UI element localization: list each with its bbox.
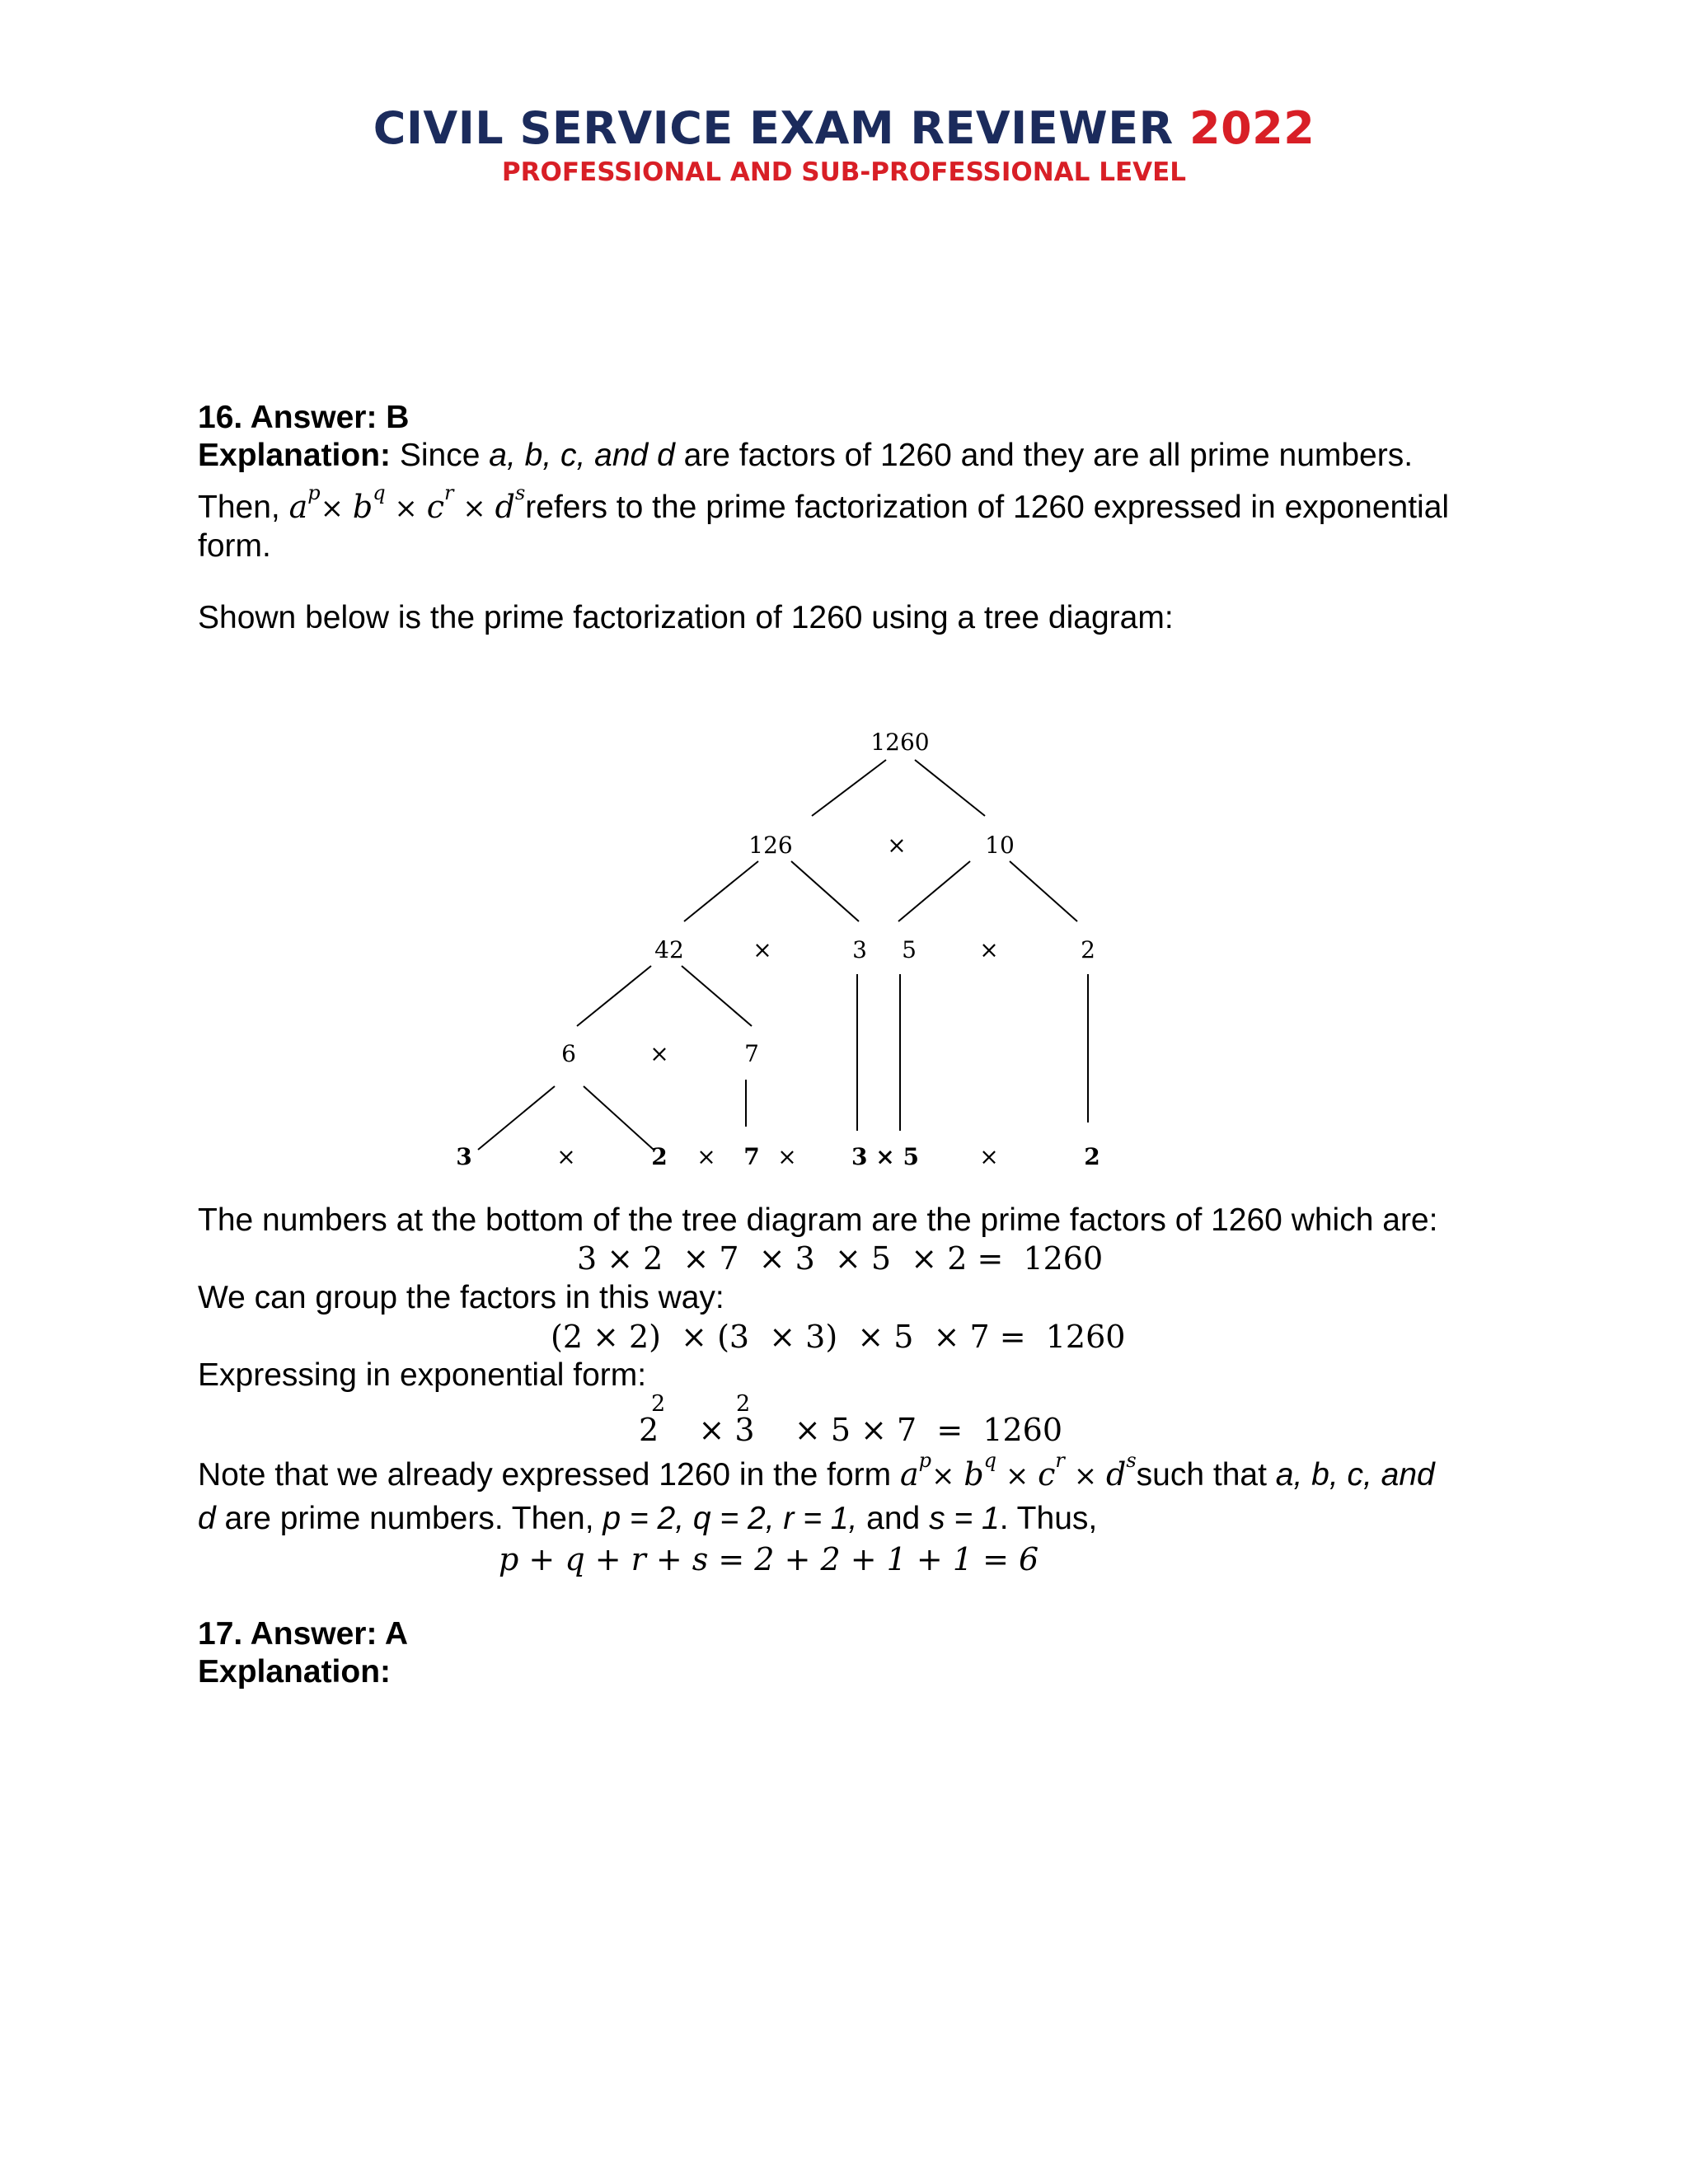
tree-node-42: 42 (654, 936, 684, 963)
q17-explanation-label: Explanation: (198, 1654, 392, 1690)
tree-node-10: 10 (985, 832, 1015, 859)
tree-node-5: 5 (902, 936, 917, 963)
tree-leaf-2: 2 (651, 1143, 668, 1170)
exponent-2a: 2 (651, 1391, 666, 1417)
tree-node-6: 6 (561, 1040, 576, 1067)
q16-explanation-line1: Explanation: Since a, b, c, and d are factors of 1260 and they are all prime numbers. (198, 438, 1414, 473)
equation-prime-factors: 3 × 2 × 7 × 3 × 5 × 2 = 1260 (577, 1240, 1104, 1277)
header-year: 2022 (1189, 102, 1315, 154)
tree-times: × (753, 936, 772, 963)
tree-leaf-2b: 2 (1084, 1143, 1100, 1170)
tree-times: × (696, 1143, 716, 1170)
tree-node-2: 2 (1081, 936, 1095, 963)
tree-node-7: 7 (744, 1040, 759, 1067)
header-subtitle: PROFESSIONAL AND SUB-PROFESSIONAL LEVEL (501, 157, 1187, 187)
tree-leaf-7: 7 (743, 1143, 760, 1170)
tree-edge (577, 966, 651, 1026)
tree-times: × (887, 832, 907, 859)
tree-leaf-3x5: 3 × 5 (851, 1143, 919, 1170)
tree-edge (478, 1086, 555, 1150)
equation-grouped: (2 × 2) × (3 × 3) × 5 × 7 = 1260 (551, 1319, 1126, 1355)
tree-times: × (649, 1040, 669, 1067)
group-note: We can group the factors in this way: (198, 1280, 724, 1315)
equation-exponential: 2 × 3 × 5 × 7 = 1260 (639, 1412, 1063, 1448)
equation-sum: p + q + r + s = 2 + 2 + 1 + 1 = 6 (499, 1541, 1039, 1577)
bottom-note: The numbers at the bottom of the tree diagram are the prime factors of 1260 which are: (198, 1202, 1438, 1238)
tree-edge (915, 760, 985, 816)
tree-times: × (979, 1143, 999, 1170)
tree-node-126: 126 (748, 832, 793, 859)
tree-node-root: 1260 (870, 729, 930, 756)
tree-times: × (777, 1143, 797, 1170)
tree-edge (584, 1086, 654, 1150)
tree-edge (812, 760, 886, 816)
tree-times: × (979, 936, 999, 963)
tree-edge (682, 966, 752, 1026)
q16-explanation-line3: form. (198, 528, 271, 564)
note-line1: Note that we already expressed 1260 in the form $a^p\times b^q \times c^r$ × $d^ssuch$ that a, b, c, and (198, 1449, 1435, 1493)
q17-answer-heading: 17. Answer: A (198, 1616, 409, 1652)
tree-times: × (556, 1143, 576, 1170)
q16-answer-heading: 16. Answer: B (198, 400, 410, 435)
tree-intro: Shown below is the prime factorization of 1260 using a tree diagram: (198, 600, 1174, 635)
tree-node-3: 3 (852, 936, 867, 963)
tree-edge (898, 861, 970, 921)
exponent-2b: 2 (736, 1391, 751, 1417)
header-title: CIVIL SERVICE EXAM REVIEWER 2022 (373, 102, 1315, 154)
tree-edge (791, 861, 859, 921)
tree-edge (1010, 861, 1077, 921)
tree-edge (684, 861, 758, 921)
explanation-label: Explanation: (198, 438, 392, 473)
q16-explanation-line2: Then, $a^p\times b^q \times c^r$ × $d^srefers$ to the prime factorization of 1260 expressed in exponential (198, 481, 1450, 525)
tree-leaf-3: 3 (456, 1143, 472, 1170)
exponent-expression-inline: $a^p\times b^q \times c^r \times d^s$ (899, 1449, 1137, 1493)
exponent-expression-inline: $a^p\times b^q \times c^r \times d^s$ (288, 481, 526, 525)
exp-note: Expressing in exponential form: (198, 1357, 647, 1393)
note-line2: d are prime numbers. Then, p = 2, q = 2, r = 1, and s = 1. Thus, (198, 1501, 1098, 1536)
